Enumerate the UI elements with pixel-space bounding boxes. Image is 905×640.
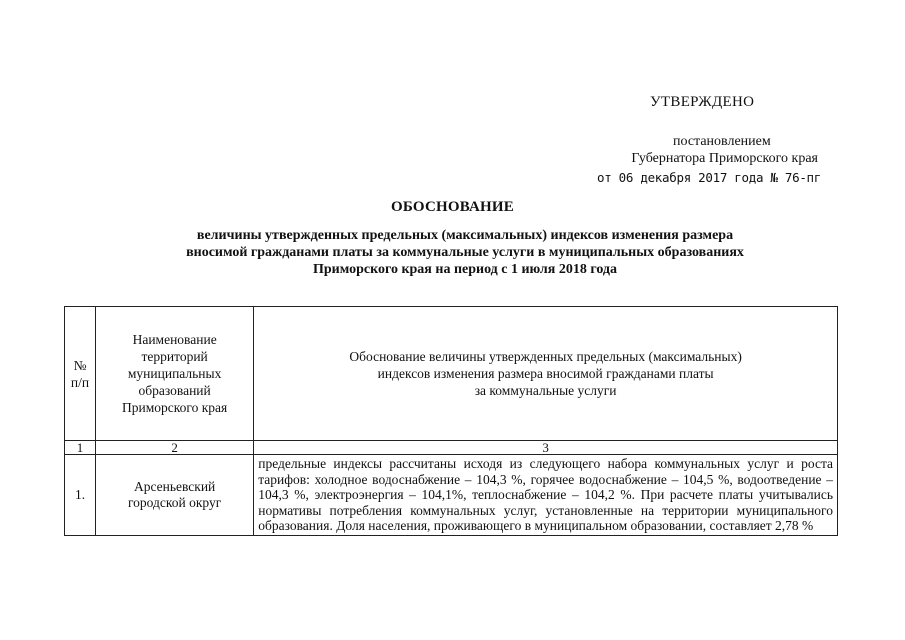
decree-line-2: Губернатора Приморского края <box>631 151 818 166</box>
header-number-pp: п/п <box>70 374 90 390</box>
rationale-table <box>64 306 838 536</box>
header-rationale-line: за коммунальные услуги <box>474 383 617 398</box>
row-number: 1. <box>65 455 96 536</box>
document-subtitle <box>130 227 800 278</box>
table-row <box>65 455 838 536</box>
header-territory-name <box>96 307 254 441</box>
header-number-sign: № <box>73 357 87 373</box>
territory-name <box>96 455 254 536</box>
header-rationale-line: Обоснование величины утвержденных предельных (максимальных) <box>349 349 742 364</box>
decree-line-1: постановлением <box>673 134 771 149</box>
decree-date-number: от 06 декабря 2017 года № 76-пг <box>597 170 821 185</box>
subtitle-line: величины утвержденных предельных (максимальных) индексов изменения размера <box>196 228 734 243</box>
subtitle-line: вносимой гражданами платы за коммунальные услуги в муниципальных образованиях <box>186 245 744 260</box>
approved-stamp: УТВЕРЖДЕНО <box>650 94 755 110</box>
table-header-row <box>65 307 838 441</box>
column-number-row <box>65 441 838 455</box>
header-name-line: муниципальных <box>127 366 222 381</box>
header-rationale <box>254 307 838 441</box>
rationale-text: предельные индексы рассчитаны исходя из следующего набора коммунальных услуг и роста тарифов: холодное водоснабжение – 104,3 %, горячее водоснабжение – 104,5 %, водоотведение – 104,3 %, электроэнергия – 104,1%, теплоснабжение – 104,2 %. При расчете платы учитывались нормативы потребления коммунальных услуг, установленные на территории муниципального образования. Доля населения, проживающего в муниципальном образовании, составляет 2,78 % <box>254 455 838 536</box>
header-number <box>65 307 96 441</box>
column-number: 1 <box>65 441 96 455</box>
column-number: 2 <box>96 441 254 455</box>
territory-name-line: Арсеньевский <box>133 479 216 495</box>
header-name-line: образований <box>138 383 211 398</box>
document-title: ОБОСНОВАНИЕ <box>391 199 514 215</box>
territory-name-line: городской округ <box>127 494 222 510</box>
decree-reference <box>580 133 840 186</box>
header-rationale-line: индексов изменения размера вносимой гражданами платы <box>377 366 714 381</box>
subtitle-line: Приморского края на период с 1 июля 2018 года <box>312 262 618 277</box>
column-number: 3 <box>254 441 838 455</box>
header-name-line: Наименование <box>132 332 217 347</box>
header-name-line: Приморского края <box>122 400 228 415</box>
header-name-line: территорий <box>141 349 208 364</box>
